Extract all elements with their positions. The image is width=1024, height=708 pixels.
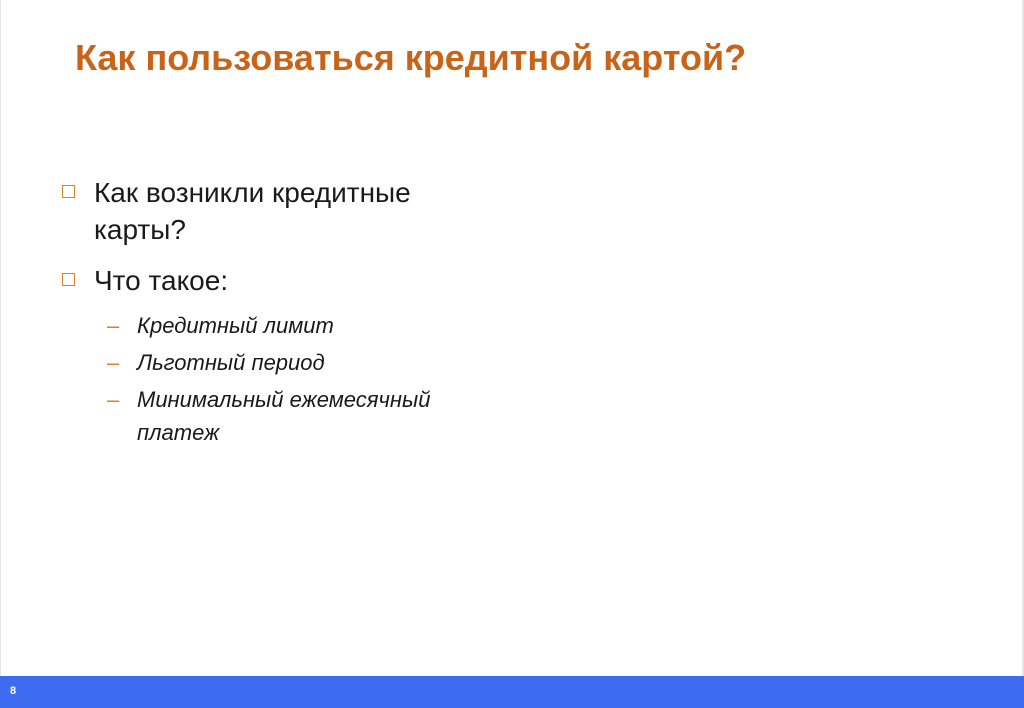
bullet-item (60, 174, 520, 248)
content-list (60, 174, 520, 453)
dash-bullet: – (107, 313, 120, 338)
bullet-text: Как возникли кредитные карты? (94, 177, 411, 245)
sub-list-item (107, 346, 520, 379)
sub-list-item (107, 309, 520, 342)
bullet-item (60, 262, 520, 299)
sub-list (60, 309, 520, 449)
slide-border-left (0, 0, 1, 676)
sub-item-text: Минимальный ежемесячный платеж (137, 387, 431, 445)
dash-bullet: – (107, 387, 120, 412)
dash-bullet: – (107, 350, 120, 375)
footer-bar (0, 676, 1024, 708)
sub-item-text: Кредитный лимит (137, 313, 334, 338)
sub-item-text: Льготный период (137, 350, 325, 375)
square-bullet-icon (62, 185, 75, 198)
page-number: 8 (10, 685, 17, 697)
square-bullet-icon (62, 273, 75, 286)
bullet-text: Что такое: (94, 265, 229, 296)
sub-list-item (107, 383, 520, 449)
slide-title: Как пользоваться кредитной картой? (75, 37, 747, 78)
